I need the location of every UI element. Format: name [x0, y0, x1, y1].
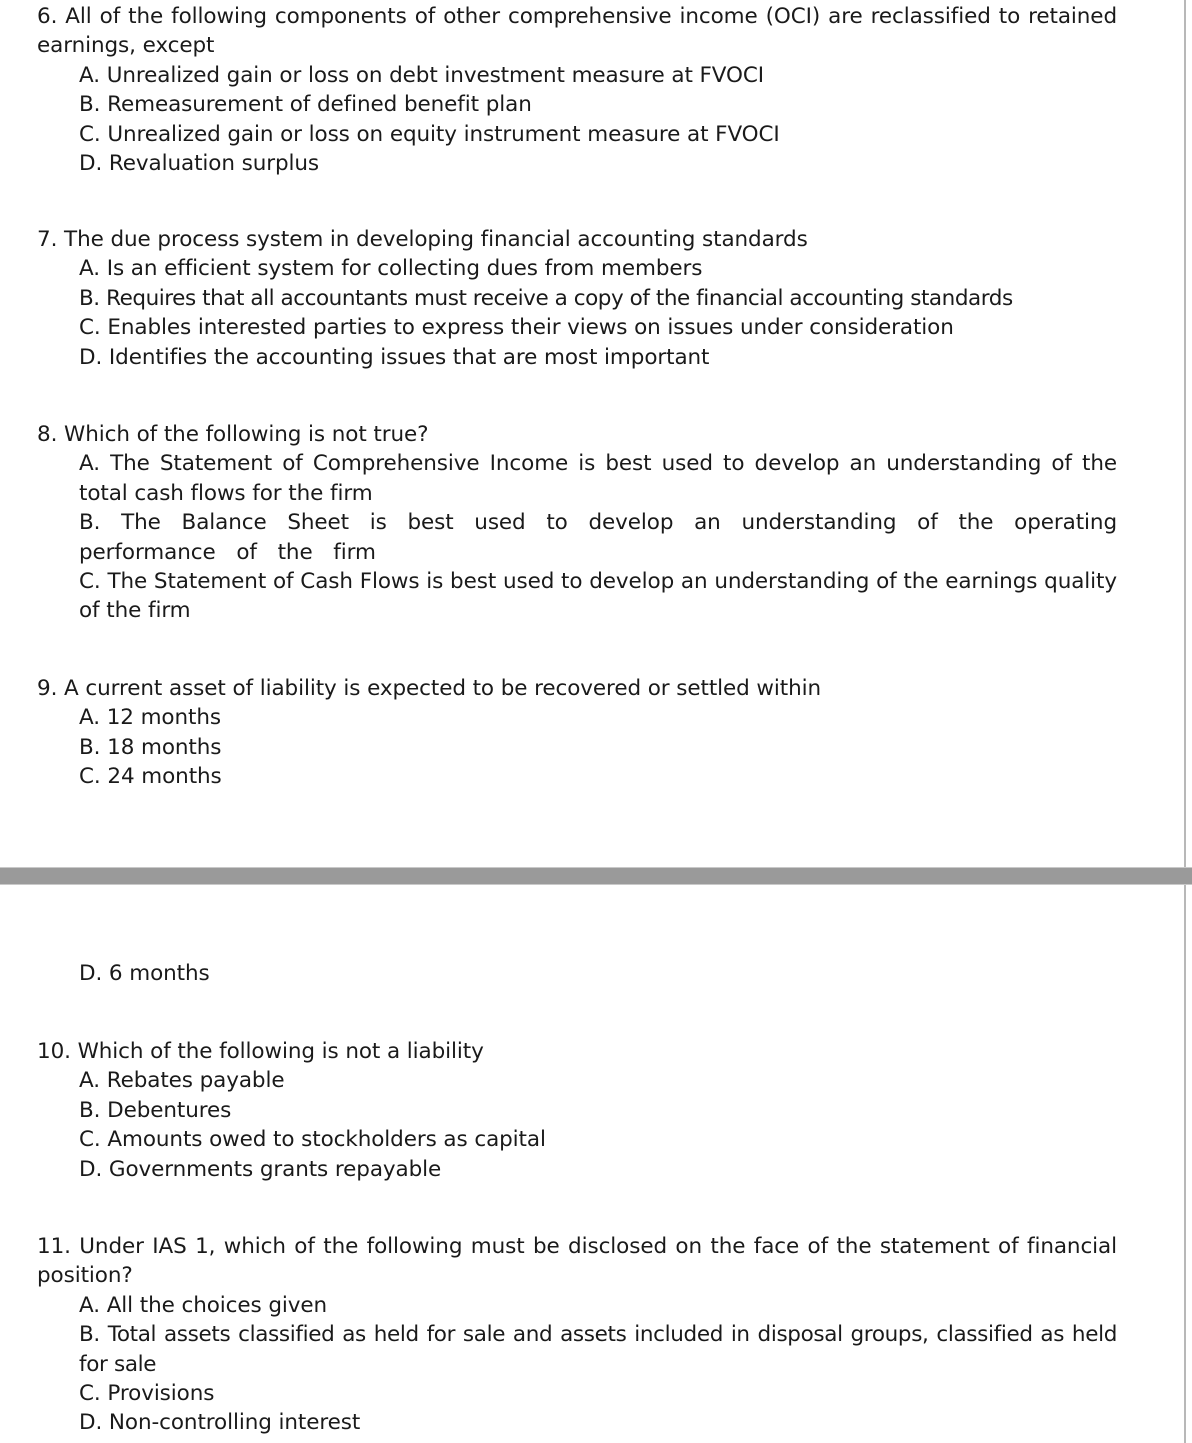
question-7-option-a: A. Is an efficient system for collecting dues from members — [79, 256, 703, 282]
page-break — [0, 867, 1192, 885]
question-6-option-c: C. Unrealized gain or loss on equity instrument measure at FVOCI — [79, 121, 780, 147]
question-10-option-a: A. Rebates payable — [79, 1068, 285, 1094]
question-9-option-d: D. 6 months — [79, 961, 210, 986]
question-7 — [37, 225, 1117, 372]
question-7-stem: 7. The due process system in developing financial accounting standards — [37, 227, 808, 252]
question-6 — [37, 2, 1117, 178]
question-10-option-c: C. Amounts owed to stockholders as capital — [79, 1127, 546, 1153]
question-6-option-a: A. Unrealized gain or loss on debt investment measure at FVOCI — [79, 62, 764, 88]
question-7-option-c: C. Enables interested parties to express their views on issues under consideration — [79, 315, 954, 341]
question-9-option-b: B. 18 months — [79, 734, 222, 760]
question-11-option-b: B. Total assets classified as held for sale and assets included in disposal groups, classified as held for sale — [79, 1322, 1117, 1377]
question-10-option-b: B. Debentures — [79, 1097, 232, 1123]
question-9-option-a: A. 12 months — [79, 705, 221, 731]
question-6-option-d: D. Revaluation surplus — [79, 151, 320, 177]
question-11-option-c: C. Provisions — [79, 1381, 215, 1407]
question-6-stem: 6. All of the following components of other comprehensive income (OCI) are reclassified to retained earnings, except — [37, 4, 1117, 59]
question-11 — [37, 1232, 1117, 1438]
question-9-option-c: C. 24 months — [79, 764, 222, 790]
question-10 — [37, 1037, 1117, 1184]
question-7-option-d: D. Identifies the accounting issues that are most important — [79, 344, 710, 370]
question-11-option-a: A. All the choices given — [79, 1292, 328, 1318]
question-9-stem: 9. A current asset of liability is expected to be recovered or settled within — [37, 676, 822, 701]
question-8-stem: 8. Which of the following is not true? — [37, 422, 429, 447]
question-8-option-a: A. The Statement of Comprehensive Income is best used to develop an understanding of the total cash flows for the firm — [79, 451, 1117, 506]
question-9-continued — [37, 959, 1117, 988]
question-8-option-c: C. The Statement of Cash Flows is best used to develop an understanding of the earnings quality of the firm — [79, 569, 1117, 624]
question-10-stem: 10. Which of the following is not a liability — [37, 1039, 484, 1064]
question-11-stem: 11. Under IAS 1, which of the following must be disclosed on the face of the statement of financial position? — [37, 1234, 1117, 1289]
question-8 — [37, 420, 1117, 626]
question-6-option-b: B. Remeasurement of defined benefit plan — [79, 92, 532, 118]
question-7-option-b: B. Requires that all accountants must receive a copy of the financial accounting standards — [79, 285, 1013, 311]
question-9 — [37, 674, 1117, 792]
question-11-option-d: D. Non-controlling interest — [79, 1410, 361, 1436]
question-10-option-d: D. Governments grants repayable — [79, 1156, 442, 1182]
question-8-option-b: B. The Balance Sheet is best used to develop an understanding of the operating performance of the firm — [79, 510, 1117, 565]
document-page-2 — [0, 885, 1186, 1443]
